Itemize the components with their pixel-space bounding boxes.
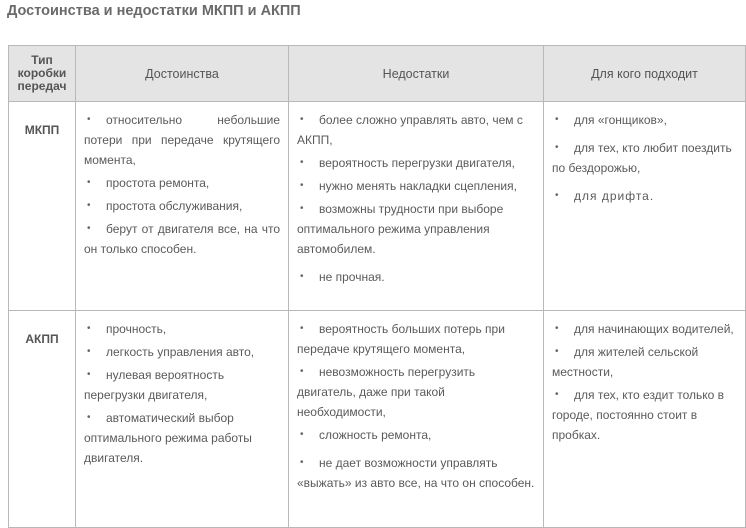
list-item: • для начинающих водителей, [552,319,737,339]
list-item: • простота обслуживания, [84,196,280,216]
list-item: • для жителей сельской местности, [552,342,737,382]
list-item: • не дает возможности управлять «выжать» из авто все, на что он способен. [297,453,535,493]
table-row-mkpp [9,102,746,311]
list-item: • для тех, кто любит поездить по бездорожью, [552,138,737,178]
page-title: Достоинства и недостатки МКПП и АКПП [7,3,301,19]
list-item: • легкость управления авто, [84,342,280,362]
list-item: • относительно небольшие потери при передаче крутящего момента, [84,110,280,170]
cell-cons-mkpp [289,102,544,311]
list-item: • более сложно управлять авто, чем с АКПП, [297,110,535,150]
cell-cons-akpp [289,311,544,528]
table-header-row [9,46,746,102]
cell-pros-akpp [76,311,289,528]
header-gearbox-type: Тип коробки передач [9,46,76,102]
list-item: • для тех, кто ездит только в городе, постоянно стоит в пробках. [552,385,737,445]
list-item: • возможны трудности при выборе оптимального режима управления автомобилем. [297,199,535,259]
row-type-mkpp: МКПП [9,102,76,311]
list-item: • вероятность больших потерь при передаче крутящего момента, [297,319,535,359]
list-item: • прочность, [84,319,280,339]
list-item: • автоматический выбор оптимального режима работы двигателя. [84,408,280,468]
header-pros: Достоинства [76,46,289,102]
list-item: • для «гонщиков», [552,110,737,130]
list-item: • простота ремонта, [84,173,280,193]
list-item: • вероятность перегрузки двигателя, [297,153,535,173]
table-row-akpp [9,311,746,528]
row-type-akpp: АКПП [9,311,76,528]
list-item: • невозможность перегрузить двигатель, даже при такой необходимости, [297,362,535,422]
list-item: • сложность ремонта, [297,425,535,445]
list-item: • нужно менять накладки сцепления, [297,176,535,196]
header-for-whom: Для кого подходит [544,46,746,102]
cell-for-whom-akpp [544,311,746,528]
list-item: • не прочная. [297,267,535,287]
list-item: • берут от двигателя все, на что он только способен. [84,219,280,259]
cell-pros-mkpp [76,102,289,311]
cell-for-whom-mkpp [544,102,746,311]
list-item: • нулевая вероятность перегрузки двигателя, [84,365,280,405]
list-item: • для дрифта. [552,186,737,206]
header-cons: Недостатки [289,46,544,102]
comparison-table [8,45,746,528]
